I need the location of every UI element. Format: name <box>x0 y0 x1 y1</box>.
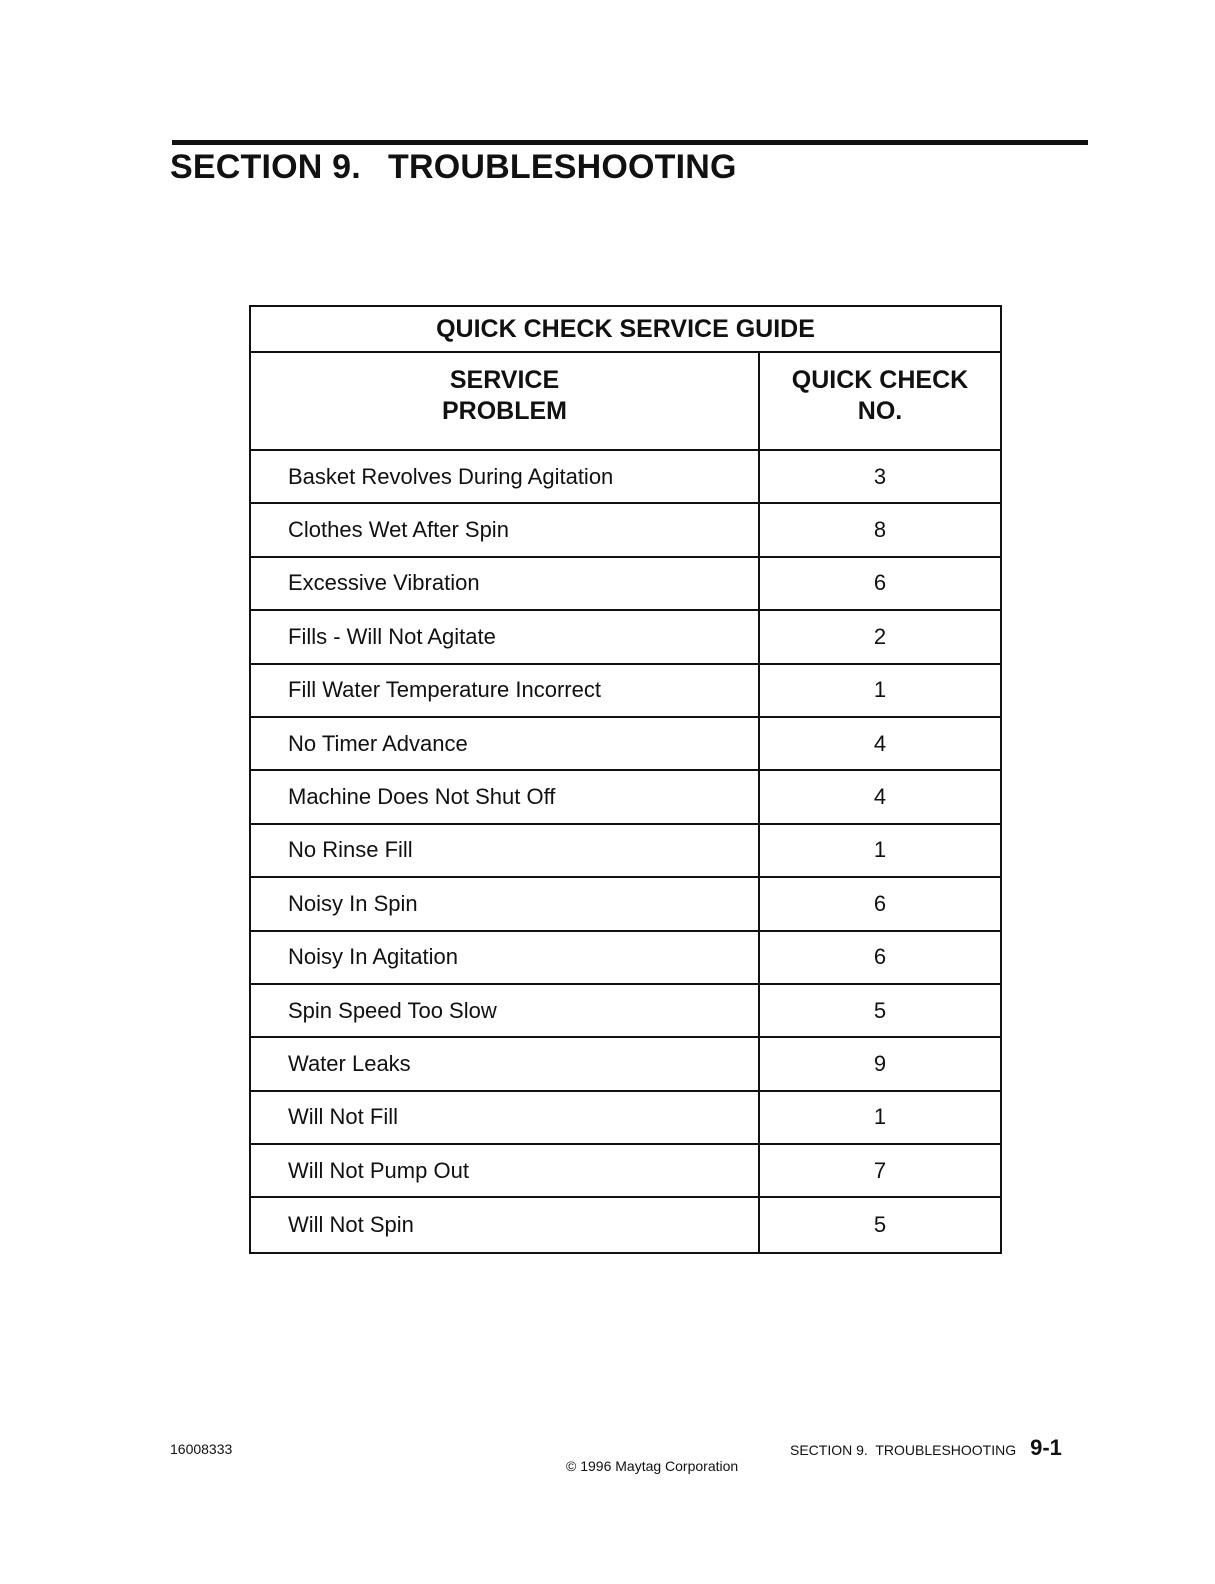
quick-check-number-cell: 6 <box>873 890 887 916</box>
table-row <box>251 985 1000 1038</box>
table-row <box>251 1092 1000 1145</box>
quick-check-number-cell: 1 <box>873 677 887 703</box>
table-body <box>251 451 1000 1252</box>
table-row <box>251 1198 1000 1251</box>
column-header-quick-check-line1: QUICK CHECK <box>791 366 969 394</box>
service-problem-cell: Water Leaks <box>251 1038 760 1089</box>
column-header-service-problem-line2: PROBLEM <box>442 397 567 425</box>
column-header-quick-check-no <box>760 353 1000 449</box>
quick-check-number-cell: 6 <box>873 570 887 596</box>
table-row <box>251 451 1000 504</box>
service-problem-cell: Noisy In Spin <box>251 878 760 929</box>
service-problem-cell: Fills - Will Not Agitate <box>251 611 760 662</box>
table-row <box>251 611 1000 664</box>
service-problem-cell: Clothes Wet After Spin <box>251 504 760 555</box>
service-problem-cell: No Rinse Fill <box>251 825 760 876</box>
quick-check-number-cell: 6 <box>873 944 887 970</box>
service-problem-cell: Will Not Spin <box>251 1198 760 1251</box>
service-problem-cell: Will Not Pump Out <box>251 1145 760 1196</box>
quick-check-number-cell: 1 <box>873 837 887 863</box>
table-row <box>251 932 1000 985</box>
quick-check-number-cell: 9 <box>873 1050 887 1076</box>
column-header-quick-check-line2: NO. <box>857 397 903 425</box>
table-row <box>251 878 1000 931</box>
quick-check-number-cell: 4 <box>873 730 887 756</box>
service-problem-cell: Spin Speed Too Slow <box>251 985 760 1036</box>
service-problem-cell: Noisy In Agitation <box>251 932 760 983</box>
footer-section-label <box>790 1435 1062 1461</box>
quick-check-number-cell: 3 <box>873 463 887 489</box>
table-row <box>251 504 1000 557</box>
copyright-notice: © 1996 Maytag Corporation <box>566 1458 739 1474</box>
table-row <box>251 665 1000 718</box>
quick-check-number-cell: 1 <box>873 1104 887 1130</box>
service-problem-cell: Fill Water Temperature Incorrect <box>251 665 760 716</box>
table-header-row <box>251 353 1000 451</box>
service-problem-cell: Basket Revolves During Agitation <box>251 451 760 502</box>
table-row <box>251 825 1000 878</box>
section-title-text: TROUBLESHOOTING <box>388 148 737 186</box>
quick-check-number-cell: 2 <box>873 623 887 649</box>
table-row <box>251 718 1000 771</box>
document-number: 16008333 <box>170 1441 233 1457</box>
column-header-service-problem-line1: SERVICE <box>449 366 560 394</box>
table-row <box>251 1038 1000 1091</box>
quick-check-number-cell: 5 <box>873 1212 887 1238</box>
top-rule <box>172 140 1088 145</box>
quick-check-number-cell: 7 <box>873 1157 887 1183</box>
service-problem-cell: Excessive Vibration <box>251 558 760 609</box>
table-row <box>251 558 1000 611</box>
quick-check-number-cell: 8 <box>873 517 887 543</box>
page-number: 9-1 <box>1030 1435 1062 1460</box>
section-number: SECTION 9. <box>170 148 361 186</box>
quick-check-number-cell: 4 <box>873 784 887 810</box>
quick-check-service-guide-table <box>249 305 1002 1254</box>
table-row <box>251 1145 1000 1198</box>
quick-check-number-cell: 5 <box>873 997 887 1023</box>
footer-section-text: SECTION 9. TROUBLESHOOTING <box>790 1442 1017 1458</box>
service-problem-cell: Will Not Fill <box>251 1092 760 1143</box>
column-header-service-problem <box>251 353 760 449</box>
guide-title: QUICK CHECK SERVICE GUIDE <box>251 307 1000 353</box>
page-title <box>170 148 737 187</box>
service-problem-cell: Machine Does Not Shut Off <box>251 771 760 822</box>
service-problem-cell: No Timer Advance <box>251 718 760 769</box>
table-row <box>251 771 1000 824</box>
